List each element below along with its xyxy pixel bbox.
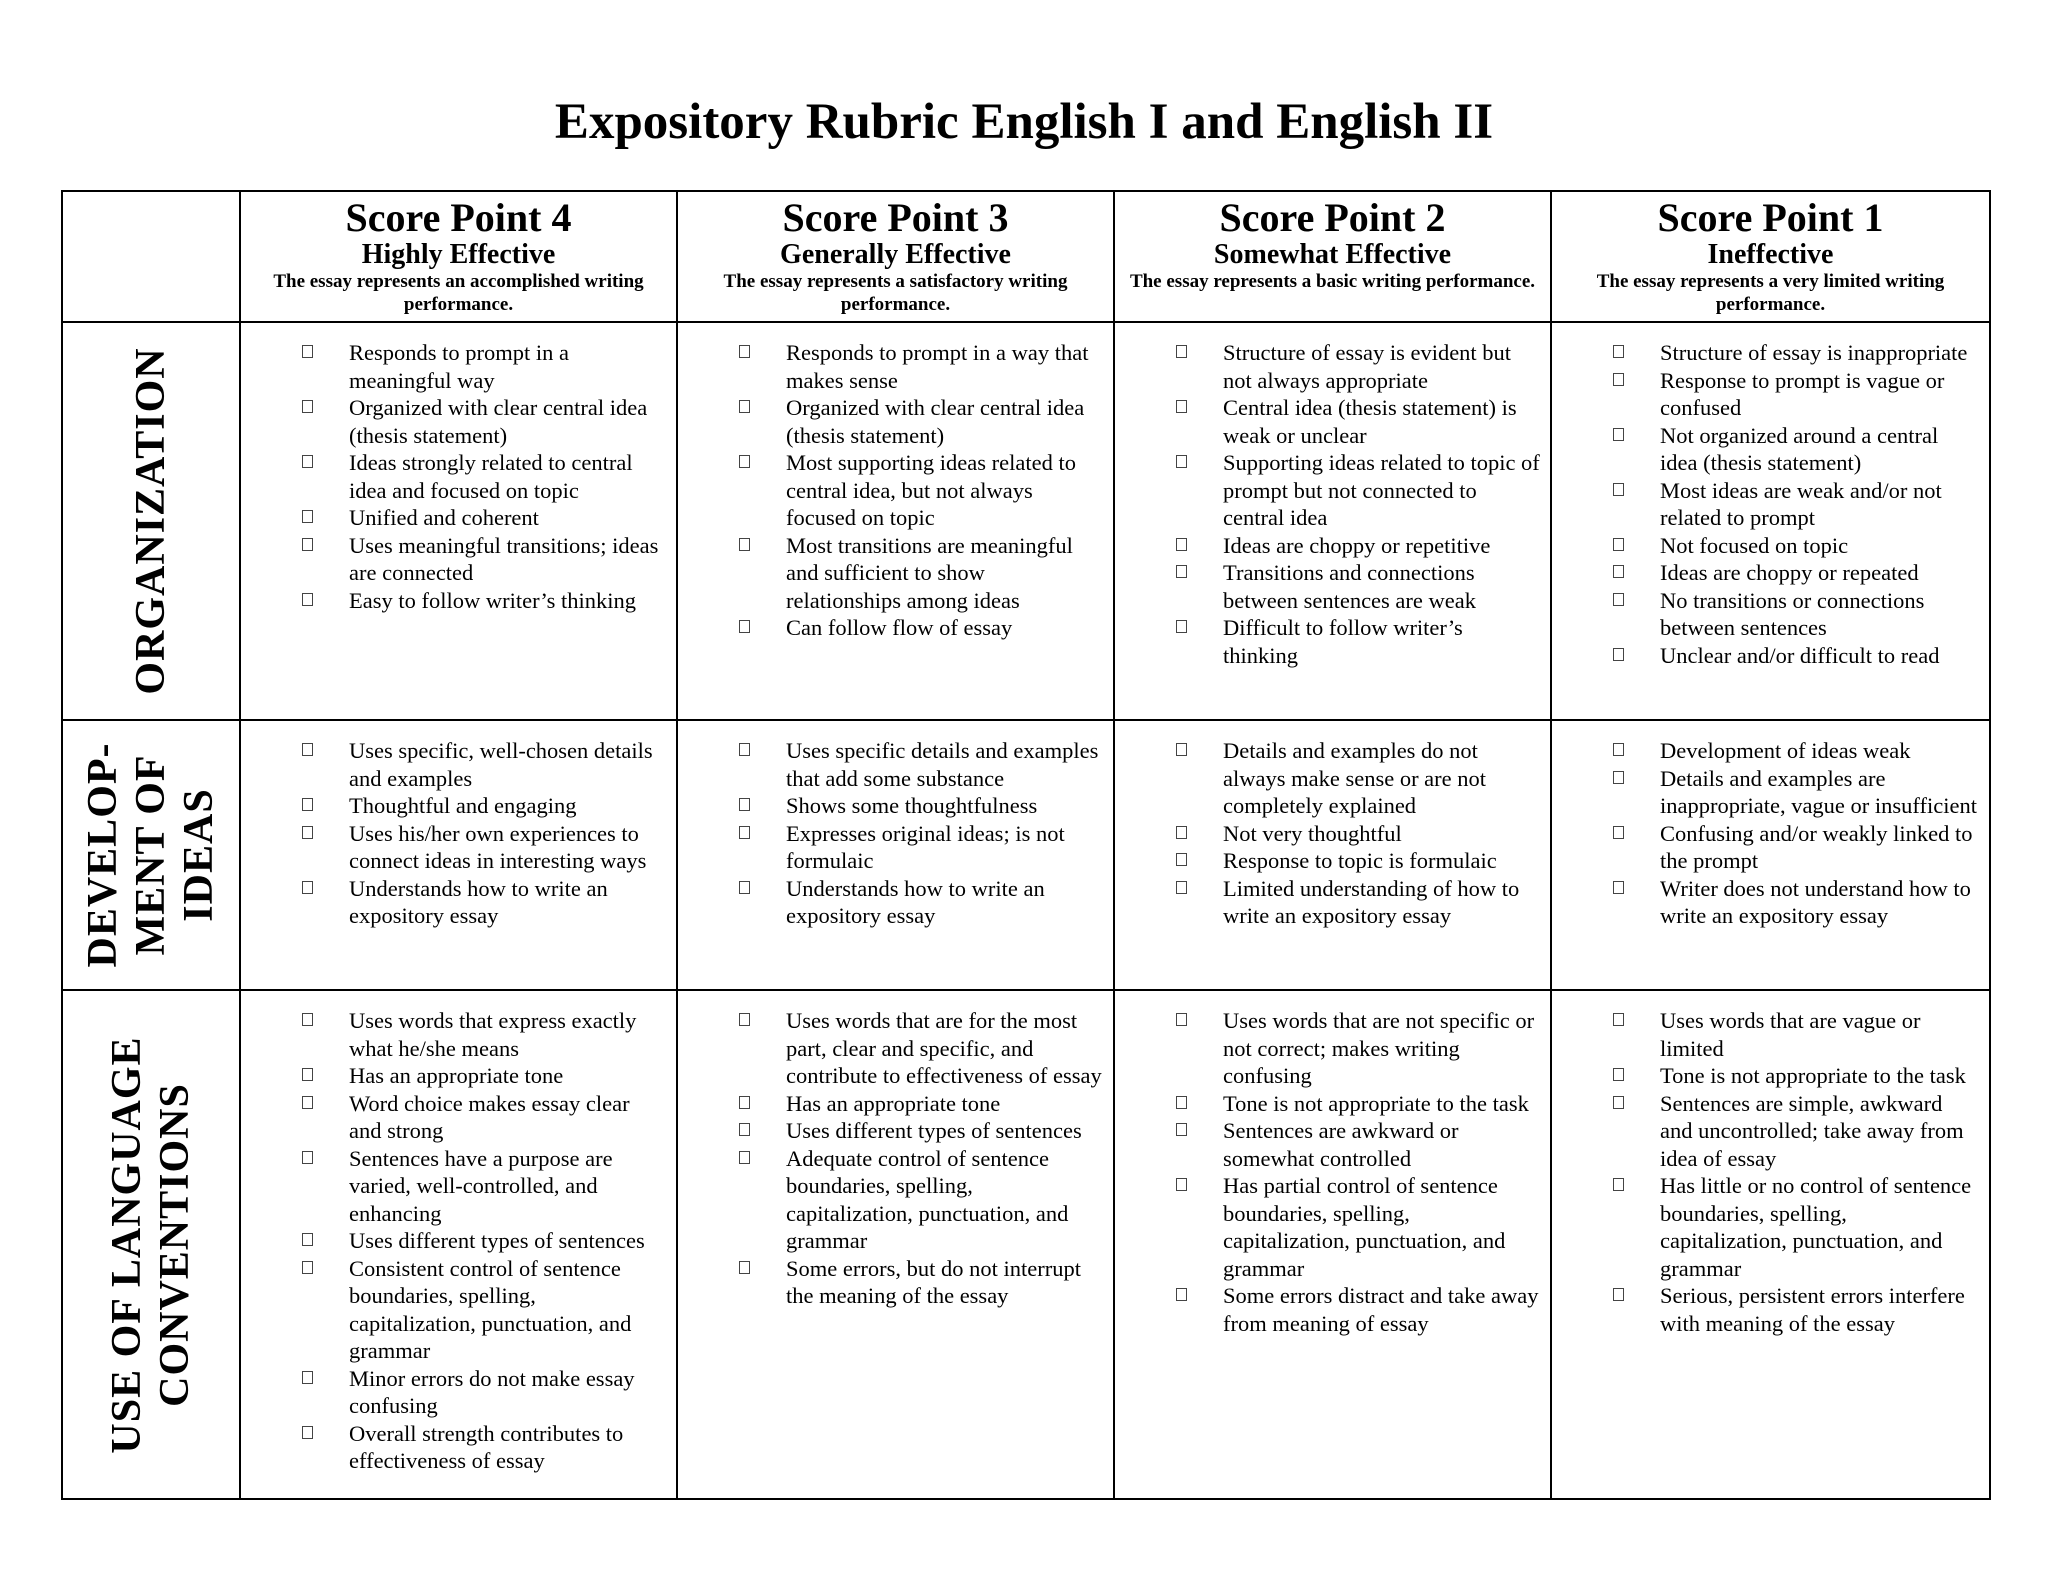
- criteria-item: [241, 1255, 666, 1365]
- row-label: [103, 1036, 199, 1453]
- criteria-item: [241, 1007, 666, 1062]
- criteria-text: Understands how to write an expository essay: [349, 875, 608, 928]
- criteria-item: [1552, 1090, 1979, 1173]
- rubric-row: [62, 990, 1990, 1499]
- checkbox-icon: [302, 1261, 313, 1274]
- criteria-item: [1552, 1007, 1979, 1062]
- criteria-item: [678, 820, 1103, 875]
- criteria-cell: [677, 720, 1114, 990]
- criteria-list: [241, 721, 676, 930]
- checkbox-icon: [1176, 1013, 1187, 1026]
- header-cell-score-1: [1551, 191, 1990, 322]
- criteria-item: [678, 1255, 1103, 1310]
- criteria-text: Sentences are simple, awkward and uncontrolled; take away from idea of essay: [1660, 1090, 1964, 1171]
- criteria-cell: [1551, 990, 1990, 1499]
- criteria-item: [241, 449, 666, 504]
- criteria-text: Structure of essay is evident but not always appropriate: [1223, 340, 1512, 393]
- checkbox-icon: [739, 538, 750, 551]
- criteria-text: Can follow flow of essay: [786, 615, 1013, 640]
- checkbox-icon: [302, 1013, 313, 1026]
- criteria-item: [1552, 422, 1979, 477]
- checkbox-icon: [1613, 743, 1624, 756]
- criteria-text: Not organized around a central idea (thesis statement): [1660, 422, 1939, 475]
- criteria-text: Central idea (thesis statement) is weak or unclear: [1223, 395, 1517, 448]
- criteria-item: [1115, 394, 1540, 449]
- corner-cell: [62, 191, 240, 322]
- criteria-text: Has an appropriate tone: [786, 1090, 1001, 1116]
- criteria-item: [241, 875, 666, 930]
- criteria-text: Unified and coherent: [349, 505, 539, 530]
- criteria-text: Uses specific details and examples that add some substance: [786, 738, 1099, 791]
- criteria-item: [241, 532, 666, 587]
- criteria-text: Understands how to write an expository essay: [786, 875, 1045, 928]
- criteria-item: [1552, 765, 1979, 820]
- checkbox-icon: [739, 455, 750, 468]
- criteria-item: [1552, 820, 1979, 875]
- checkbox-icon: [302, 538, 313, 551]
- level-label: Somewhat Effective: [1213, 239, 1452, 270]
- criteria-item: [1552, 587, 1979, 642]
- checkbox-icon: [1613, 428, 1624, 441]
- criteria-cell: [1551, 720, 1990, 990]
- criteria-item: [678, 339, 1103, 394]
- criteria-text: Response to topic is formulaic: [1223, 848, 1497, 873]
- checkbox-icon: [1613, 1096, 1624, 1109]
- criteria-item: [1115, 559, 1540, 614]
- criteria-item: [1552, 1172, 1979, 1282]
- score-point-label: Score Point 1: [1657, 195, 1884, 240]
- checkbox-icon: [302, 881, 313, 894]
- checkbox-icon: [1613, 593, 1624, 606]
- criteria-list: [678, 721, 1113, 930]
- criteria-item: [1115, 339, 1540, 394]
- criteria-text: Thoughtful and engaging: [349, 793, 577, 818]
- criteria-item: [1115, 1007, 1540, 1090]
- checkbox-icon: [1176, 826, 1187, 839]
- criteria-text: Ideas are choppy or repetitive: [1223, 532, 1491, 558]
- checkbox-icon: [739, 345, 750, 358]
- criteria-cell: [240, 990, 677, 1499]
- checkbox-icon: [302, 1151, 313, 1164]
- criteria-text: Development of ideas weak: [1660, 738, 1911, 763]
- criteria-item: [241, 394, 666, 449]
- criteria-text: Serious, persistent errors interfere with meaning of the essay: [1660, 1283, 1965, 1336]
- criteria-list: [1552, 721, 1989, 930]
- criteria-text: Not focused on topic: [1660, 532, 1849, 558]
- criteria-text: Organized with clear central idea (thesis statement): [786, 395, 1085, 448]
- checkbox-icon: [1613, 565, 1624, 578]
- criteria-text: Overall strength contributes to effectiveness of essay: [349, 1420, 624, 1473]
- criteria-text: Not very thoughtful: [1223, 820, 1402, 846]
- row-label-line: MENT OF: [128, 754, 174, 956]
- criteria-text: Shows some thoughtfulness: [786, 793, 1038, 818]
- header-cell-score-4: [240, 191, 677, 322]
- checkbox-icon: [739, 743, 750, 756]
- criteria-text: Difficult to follow writer’s thinking: [1223, 615, 1463, 668]
- criteria-item: [678, 875, 1103, 930]
- level-description: The essay represents a basic writing performance.: [1129, 271, 1536, 292]
- criteria-cell: [1114, 990, 1551, 1499]
- criteria-item: [241, 339, 666, 394]
- criteria-item: [1552, 1062, 1979, 1090]
- criteria-text: Writer does not understand how to write an expository essay: [1660, 875, 1971, 928]
- checkbox-icon: [1613, 1068, 1624, 1081]
- checkbox-icon: [1613, 1178, 1624, 1191]
- level-description: The essay represents a satisfactory writing performance.: [723, 271, 1068, 315]
- checkbox-icon: [1176, 853, 1187, 866]
- checkbox-icon: [1176, 565, 1187, 578]
- criteria-text: Most transitions are meaningful and sufficient to show relationships among ideas: [786, 532, 1073, 613]
- criteria-text: Most supporting ideas related to central idea, but not always focused on topic: [786, 450, 1076, 530]
- rubric-row: [62, 720, 1990, 990]
- criteria-item: [1552, 875, 1979, 930]
- criteria-text: Has partial control of sentence boundaries, spelling, capitalization, punctuation, and grammar: [1223, 1173, 1506, 1281]
- checkbox-icon: [1176, 400, 1187, 413]
- criteria-text: Uses words that express exactly what he/she means: [349, 1008, 637, 1061]
- criteria-text: Some errors, but do not interrupt the meaning of the essay: [786, 1255, 1081, 1308]
- checkbox-icon: [1613, 483, 1624, 496]
- checkbox-icon: [1613, 648, 1624, 661]
- checkbox-icon: [739, 1013, 750, 1026]
- criteria-text: Sentences have a purpose are varied, well-controlled, and enhancing: [349, 1145, 613, 1226]
- criteria-item: [1115, 820, 1540, 848]
- checkbox-icon: [1176, 1288, 1187, 1301]
- checkbox-icon: [1176, 881, 1187, 894]
- criteria-cell: [1551, 322, 1990, 720]
- checkbox-icon: [739, 881, 750, 894]
- criteria-text: Confusing and/or weakly linked to the prompt: [1660, 820, 1973, 873]
- rubric-row: [62, 322, 1990, 720]
- checkbox-icon: [739, 1261, 750, 1274]
- criteria-item: [678, 737, 1103, 792]
- criteria-list: [1115, 991, 1550, 1337]
- criteria-list: [1115, 721, 1550, 930]
- checkbox-icon: [1613, 826, 1624, 839]
- criteria-item: [1552, 642, 1979, 670]
- level-label: Ineffective: [1707, 239, 1834, 270]
- criteria-item: [241, 1090, 666, 1145]
- checkbox-icon: [302, 345, 313, 358]
- criteria-text: No transitions or connections between sentences: [1660, 587, 1925, 640]
- criteria-item: [1115, 532, 1540, 560]
- criteria-text: Tone is not appropriate to the task: [1223, 1090, 1529, 1116]
- criteria-item: [1115, 1282, 1540, 1337]
- checkbox-icon: [1613, 373, 1624, 386]
- criteria-item: [1552, 367, 1979, 422]
- row-label: [79, 742, 223, 967]
- criteria-cell: [677, 322, 1114, 720]
- criteria-text: Adequate control of sentence boundaries, spelling, capitalization, punctuation, and grammar: [786, 1145, 1069, 1253]
- criteria-item: [241, 792, 666, 820]
- criteria-item: [1552, 477, 1979, 532]
- checkbox-icon: [302, 1371, 313, 1384]
- header-cell-score-3: [677, 191, 1114, 322]
- criteria-cell: [677, 990, 1114, 1499]
- header-row: [62, 191, 1990, 322]
- checkbox-icon: [302, 798, 313, 811]
- criteria-item: [678, 449, 1103, 532]
- checkbox-icon: [1613, 771, 1624, 784]
- checkbox-icon: [1176, 743, 1187, 756]
- criteria-item: [1115, 1172, 1540, 1282]
- checkbox-icon: [302, 1096, 313, 1109]
- criteria-text: Uses words that are not specific or not correct; makes writing confusing: [1223, 1008, 1535, 1088]
- criteria-item: [241, 587, 666, 615]
- level-description: The essay represents an accomplished writing performance.: [273, 271, 644, 315]
- criteria-item: [678, 614, 1103, 642]
- row-label-cell: [62, 322, 240, 720]
- criteria-list: [678, 991, 1113, 1310]
- row-label-line: DEVELOP-: [80, 742, 126, 968]
- criteria-cell: [1114, 322, 1551, 720]
- checkbox-icon: [302, 1426, 313, 1439]
- criteria-text: Word choice makes essay clear and strong: [349, 1090, 630, 1143]
- criteria-text: Response to prompt is vague or confused: [1660, 367, 1945, 420]
- criteria-text: Uses specific, well-chosen details and examples: [349, 738, 653, 791]
- criteria-cell: [1114, 720, 1551, 990]
- criteria-item: [1552, 532, 1979, 560]
- score-point-label: Score Point 4: [345, 195, 572, 240]
- criteria-item: [241, 1227, 666, 1255]
- criteria-list: [1552, 323, 1989, 669]
- criteria-item: [1115, 449, 1540, 532]
- checkbox-icon: [302, 510, 313, 523]
- criteria-item: [1115, 1117, 1540, 1172]
- criteria-item: [241, 1145, 666, 1228]
- criteria-text: Easy to follow writer’s thinking: [349, 587, 637, 613]
- criteria-text: Transitions and connections between sentences are weak: [1223, 560, 1476, 613]
- criteria-cell: [240, 322, 677, 720]
- criteria-item: [678, 1145, 1103, 1255]
- score-point-label: Score Point 2: [1219, 195, 1446, 240]
- criteria-item: [1552, 737, 1979, 765]
- row-label-cell: [62, 720, 240, 990]
- checkbox-icon: [302, 400, 313, 413]
- criteria-list: [241, 991, 676, 1475]
- criteria-list: [1115, 323, 1550, 669]
- criteria-item: [678, 394, 1103, 449]
- checkbox-icon: [1176, 1123, 1187, 1136]
- criteria-item: [678, 532, 1103, 615]
- criteria-list: [678, 323, 1113, 642]
- criteria-item: [1115, 737, 1540, 820]
- criteria-item: [678, 792, 1103, 820]
- criteria-item: [1552, 1282, 1979, 1337]
- criteria-item: [678, 1090, 1103, 1118]
- criteria-text: Minor errors do not make essay confusing: [349, 1365, 635, 1418]
- criteria-text: Responds to prompt in a meaningful way: [349, 340, 569, 393]
- checkbox-icon: [1613, 345, 1624, 358]
- row-label-line: CONVENTIONS: [152, 1082, 198, 1407]
- criteria-text: Unclear and/or difficult to read: [1660, 642, 1940, 668]
- checkbox-icon: [1613, 538, 1624, 551]
- checkbox-icon: [1176, 1178, 1187, 1191]
- checkbox-icon: [302, 1068, 313, 1081]
- checkbox-icon: [739, 826, 750, 839]
- criteria-text: Uses words that are for the most part, clear and specific, and contribute to effectiveness of essay: [786, 1008, 1102, 1088]
- checkbox-icon: [739, 1123, 750, 1136]
- criteria-text: Has little or no control of sentence boundaries, spelling, capitalization, punctuation, and grammar: [1660, 1173, 1972, 1281]
- row-label: [127, 347, 175, 694]
- criteria-item: [241, 1062, 666, 1090]
- checkbox-icon: [739, 1096, 750, 1109]
- rubric-table: [61, 190, 1991, 1500]
- criteria-text: Uses meaningful transitions; ideas are connected: [349, 532, 659, 585]
- checkbox-icon: [302, 826, 313, 839]
- criteria-text: Consistent control of sentence boundaries, spelling, capitalization, punctuation, and grammar: [349, 1255, 632, 1363]
- criteria-item: [1115, 875, 1540, 930]
- criteria-item: [241, 1420, 666, 1475]
- criteria-text: Uses words that are vague or limited: [1660, 1008, 1921, 1061]
- checkbox-icon: [739, 1151, 750, 1164]
- row-label-cell: [62, 990, 240, 1499]
- criteria-item: [1552, 339, 1979, 367]
- criteria-item: [678, 1007, 1103, 1090]
- criteria-text: Organized with clear central idea (thesis statement): [349, 395, 648, 448]
- criteria-item: [1552, 559, 1979, 587]
- criteria-list: [1552, 991, 1989, 1337]
- header-cell-score-2: [1114, 191, 1551, 322]
- page-title: Expository Rubric English I and English II: [554, 94, 1494, 150]
- level-label: Generally Effective: [780, 239, 1011, 270]
- checkbox-icon: [1613, 1013, 1624, 1026]
- checkbox-icon: [302, 455, 313, 468]
- score-point-label: Score Point 3: [782, 195, 1009, 240]
- checkbox-icon: [739, 620, 750, 633]
- criteria-cell: [240, 720, 677, 990]
- criteria-item: [241, 820, 666, 875]
- criteria-item: [1115, 847, 1540, 875]
- criteria-item: [241, 1365, 666, 1420]
- criteria-item: [241, 737, 666, 792]
- criteria-text: Structure of essay is inappropriate: [1660, 340, 1968, 365]
- checkbox-icon: [1176, 345, 1187, 358]
- level-label: Highly Effective: [361, 239, 556, 270]
- checkbox-icon: [1613, 1288, 1624, 1301]
- criteria-text: Uses different types of sentences: [786, 1118, 1082, 1143]
- criteria-item: [241, 504, 666, 532]
- row-label-line: ORGANIZATION: [128, 347, 174, 695]
- checkbox-icon: [302, 1233, 313, 1246]
- row-label-line: IDEAS: [176, 788, 222, 922]
- checkbox-icon: [1176, 455, 1187, 468]
- checkbox-icon: [739, 400, 750, 413]
- criteria-item: [678, 1117, 1103, 1145]
- checkbox-icon: [302, 593, 313, 606]
- criteria-text: Responds to prompt in a way that makes sense: [786, 340, 1089, 393]
- criteria-text: Some errors distract and take away from meaning of essay: [1223, 1283, 1539, 1336]
- level-description: The essay represents a very limited writing performance.: [1596, 271, 1945, 315]
- checkbox-icon: [1176, 538, 1187, 551]
- criteria-text: Details and examples are inappropriate, vague or insufficient: [1660, 765, 1977, 818]
- criteria-text: Limited understanding of how to write an expository essay: [1223, 875, 1520, 928]
- checkbox-icon: [739, 798, 750, 811]
- checkbox-icon: [1613, 881, 1624, 894]
- checkbox-icon: [1176, 620, 1187, 633]
- criteria-text: Tone is not appropriate to the task: [1660, 1063, 1966, 1088]
- row-label-line: USE OF LANGUAGE: [104, 1035, 150, 1454]
- criteria-text: Uses different types of sentences: [349, 1228, 645, 1253]
- criteria-text: Ideas strongly related to central idea and focused on topic: [349, 450, 633, 503]
- criteria-text: Supporting ideas related to topic of prompt but not connected to central idea: [1223, 450, 1540, 530]
- criteria-text: Ideas are choppy or repeated: [1660, 560, 1919, 585]
- criteria-text: Uses his/her own experiences to connect ideas in interesting ways: [349, 820, 647, 873]
- criteria-text: Details and examples do not always make sense or are not completely explained: [1223, 738, 1487, 818]
- criteria-text: Expresses original ideas; is not formulaic: [786, 820, 1065, 873]
- criteria-list: [241, 323, 676, 614]
- criteria-item: [1115, 614, 1540, 669]
- criteria-text: Most ideas are weak and/or not related to prompt: [1660, 477, 1942, 530]
- criteria-text: Has an appropriate tone: [349, 1063, 564, 1088]
- criteria-item: [1115, 1090, 1540, 1118]
- criteria-text: Sentences are awkward or somewhat controlled: [1223, 1118, 1459, 1171]
- checkbox-icon: [302, 743, 313, 756]
- checkbox-icon: [1176, 1096, 1187, 1109]
